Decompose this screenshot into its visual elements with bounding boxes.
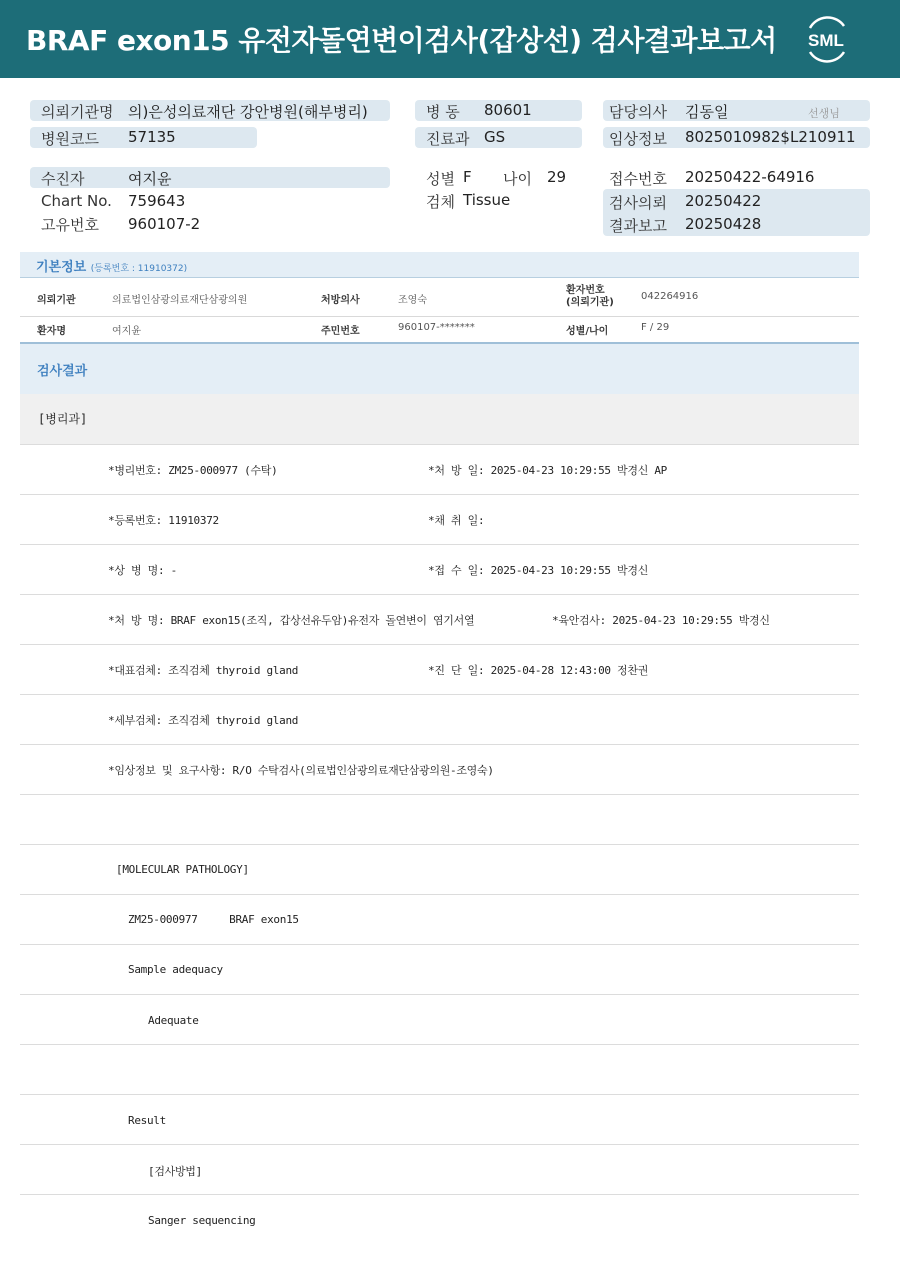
reg-note: (등록번호 : 11910372)	[90, 264, 188, 274]
result-line	[20, 695, 859, 745]
result-line-empty	[20, 1045, 859, 1095]
logo-text: SML	[808, 31, 844, 50]
rrn-label: 주민번호	[321, 326, 360, 337]
method-value: Sanger sequencing	[148, 1214, 256, 1227]
inst-label: 의뢰기관	[37, 295, 76, 306]
result-line	[20, 845, 859, 895]
result-title: 검사결과	[37, 364, 88, 379]
collect-date: *채 취 일:	[428, 514, 485, 527]
reg-no: *등록번호: 11910372	[108, 514, 219, 527]
ward-value: 80601	[484, 101, 532, 119]
clinical-label: 임상정보	[609, 130, 667, 148]
result-line	[20, 545, 859, 595]
inst-value: 의료법인삼광의료재단삼광의원	[112, 295, 248, 306]
unique-label: 고유번호	[41, 216, 99, 234]
age-value: 29	[547, 168, 567, 186]
dept-value: GS	[484, 128, 506, 146]
case-line: ZM25-000977 BRAF exon15	[128, 913, 299, 926]
sub-specimen: *세부검체: 조직검체 thyroid gland	[108, 714, 299, 727]
receipt-date: *접 수 일: 2025-04-23 10:29:55 박경신	[428, 564, 649, 577]
referring-inst-label: 의뢰기관명	[41, 103, 114, 121]
result-line	[20, 595, 859, 645]
sample-adequacy: Sample adequacy	[128, 963, 223, 976]
pathology-no: *병리번호: ZM25-000977 (수탁)	[108, 464, 278, 477]
doctor-label: 담당의사	[609, 103, 667, 121]
receipt-label: 접수번호	[609, 170, 667, 188]
basic-info-row-1	[20, 279, 859, 317]
result-line	[20, 995, 859, 1045]
request-value: 20250422	[685, 192, 762, 210]
result-line	[20, 745, 859, 795]
basic-info-row-2	[20, 317, 859, 343]
hospital-code-value: 57135	[128, 128, 176, 146]
chart-label: Chart No.	[41, 192, 112, 210]
result-line-empty	[20, 795, 859, 845]
receipt-value: 20250422-64916	[685, 168, 815, 186]
basic-info-header	[20, 252, 859, 278]
rrn-value: 960107-*******	[398, 322, 475, 333]
doctor-suffix: 선생님	[808, 107, 840, 120]
result-line	[20, 1095, 859, 1145]
clinical-value: 8025010982$L210911	[685, 128, 856, 146]
result-line	[20, 945, 859, 995]
dept-label: 진료과	[426, 130, 470, 148]
result-line	[20, 445, 859, 495]
sml-logo-icon	[800, 14, 852, 64]
mol-header: [MOLECULAR PATHOLOGY]	[116, 863, 249, 876]
diag-date: *진 단 일: 2025-04-28 12:43:00 정찬권	[428, 664, 649, 677]
report-value: 20250428	[685, 215, 762, 233]
request-label: 검사의뢰	[609, 194, 667, 212]
age-label: 나이	[503, 170, 532, 188]
sexage-label: 성별/나이	[566, 326, 609, 337]
diagnosis-name: *상 병 명: -	[108, 564, 177, 577]
result-label: Result	[128, 1114, 166, 1127]
result-line	[20, 1145, 859, 1195]
unique-value: 960107-2	[128, 215, 201, 233]
patient-no-label: 환자번호 (의뢰기관)	[566, 285, 614, 308]
specimen-label: 검체	[426, 193, 455, 211]
result-header	[20, 342, 859, 394]
referring-inst-value: 의)은성의료재단 강안병원(해부병리)	[128, 103, 368, 121]
report-header-banner	[0, 0, 900, 78]
result-line	[20, 495, 859, 545]
prescriber-value: 조영숙	[398, 295, 427, 306]
prescriber-label: 처방의사	[321, 295, 360, 306]
doctor-value: 김동일	[685, 103, 729, 121]
clinical-request: *임상정보 및 요구사항: R/O 수탁검사(의료법인삼광의료재단삼광의원-조영숙)	[108, 764, 494, 777]
name-value: 여지윤	[112, 326, 141, 337]
gross-exam: *육안검사: 2025-04-23 10:29:55 박경신	[552, 614, 770, 627]
report-label: 결과보고	[609, 217, 667, 235]
result-line	[20, 895, 859, 945]
sexage-value: F / 29	[641, 322, 670, 333]
basic-info-title: 기본정보 (등록번호 : 11910372)	[36, 260, 188, 275]
patient-no-value: 042264916	[641, 291, 699, 302]
sex-label: 성별	[426, 170, 455, 188]
chart-value: 759643	[128, 192, 186, 210]
report-title: BRAF exon15 유전자돌연변이검사(갑상선) 검사결과보고서	[26, 24, 777, 57]
dept-name: [병리과]	[38, 412, 88, 426]
specimen-value: Tissue	[463, 191, 511, 209]
prescribe-date: *처 방 일: 2025-04-23 10:29:55 박경신 AP	[428, 464, 667, 477]
recipient-label: 수진자	[41, 170, 85, 188]
dept-row	[20, 394, 859, 445]
order-name: *처 방 명: BRAF exon15(조직, 갑상선유두암)유전자 돌연변이 염기서열	[108, 614, 475, 627]
sex-value: F	[463, 168, 472, 186]
name-label: 환자명	[37, 326, 66, 337]
recipient-value: 여지윤	[128, 170, 172, 188]
result-line	[20, 1195, 859, 1245]
rep-specimen: *대표검체: 조직검체 thyroid gland	[108, 664, 299, 677]
ward-label: 병 동	[426, 103, 460, 121]
adequate: Adequate	[148, 1014, 199, 1027]
method-label: [검사방법]	[148, 1165, 202, 1178]
result-line	[20, 645, 859, 695]
hospital-code-label: 병원코드	[41, 130, 99, 148]
